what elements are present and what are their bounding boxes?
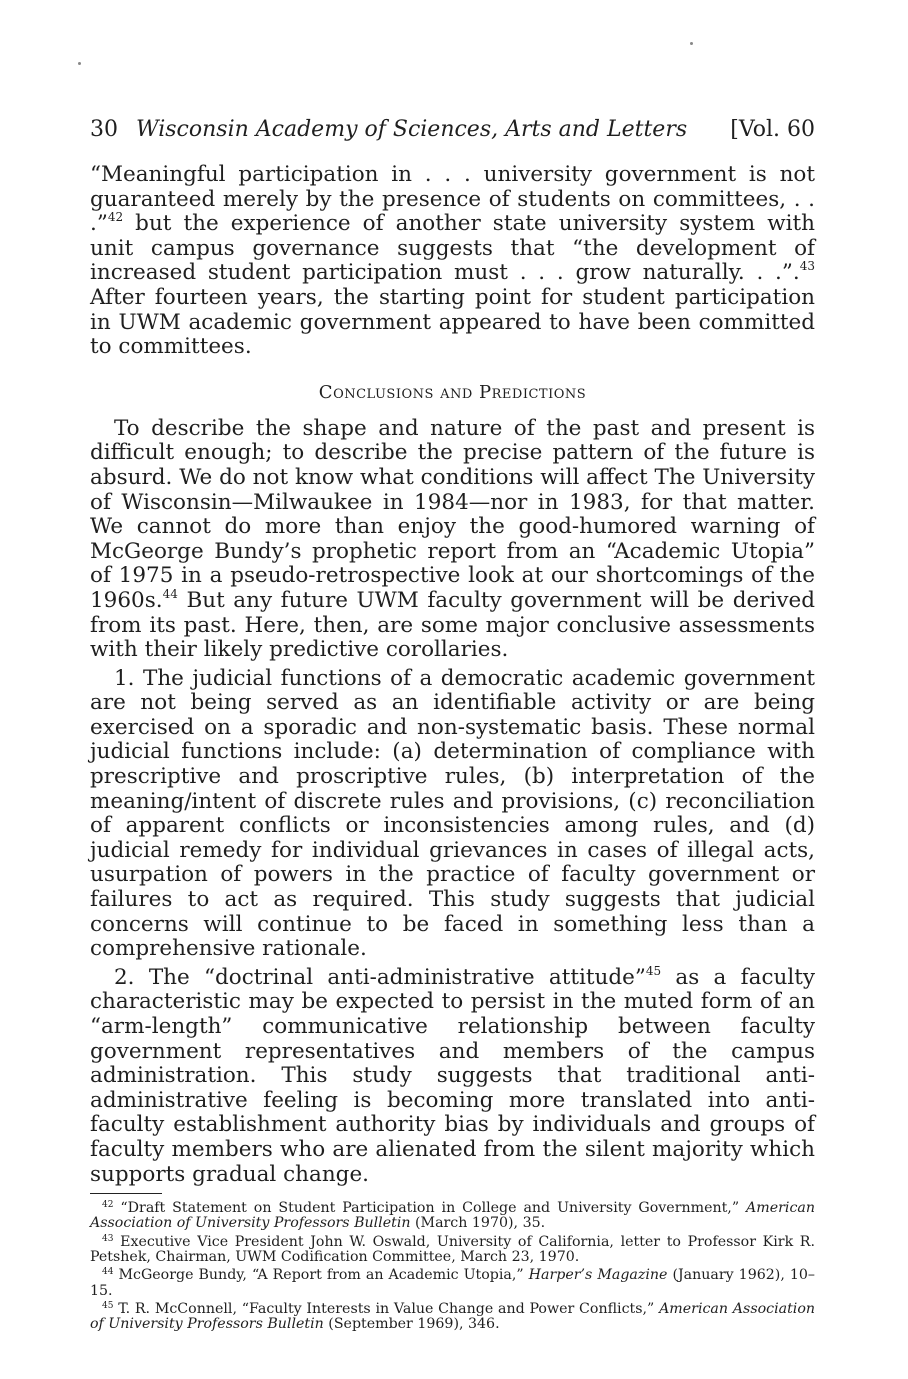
running-head <box>90 115 815 145</box>
scan-speck <box>690 42 693 45</box>
paragraph-intro: To describe the shape and nature of the past and present is difficult enough; to describe the precise pattern of the future is absurd. We do not know what conditions will affect The University of Wisconsin—Milwaukee in 1984—nor in 1983, for that matter. We cannot do more than enjoy the good-humored warning of McGeorge Bundy’s prophetic report from an “Academic Utopia” of 1975 in a pseudo-retrospective look at our shortcomings of the 1960s.$^{44}$ But any future UWM faculty government will be derived from its past. Here, then, are some major conclusive assessments with their likely predictive corollaries. <box>90 415 815 663</box>
footnote-ref: 45 <box>645 963 662 978</box>
paragraph-point-1: 1. The judicial functions of a democratic academic government are not being served as an identifiable activity or are being exercised on a sporadic and non-systematic basis. These normal judicial functions include: (a) determination of compliance with prescriptive and proscriptive rules, (b) interpretation of the meaning/intent of discrete rules and provisions, (c) reconciliation of apparent conflicts or inconsistencies among rules, and (d) judicial remedy for individual grievances in cases of illegal acts, usurpation of powers in the practice of faculty government or failures to act as required. This study suggests that judicial concerns will continue to be faced in something less than a comprehensive rationale. <box>90 665 815 962</box>
footnote-43: $^{43}$ Executive Vice President John W. Oswald, University of California, letter to Professor Kirk R. Petshek, Chairman, UWM Codification Committee, March 23, 1970. <box>90 1233 815 1266</box>
scan-speck <box>78 62 81 65</box>
journal-title: Wisconsin Academy of Sciences, Arts and Letters <box>136 117 688 142</box>
footnote-ref: 43 <box>799 259 815 274</box>
paragraph-point-2: 2. The “doctrinal anti-administrative attitude”$^{45}$ as a faculty characteristic may be expected to persist in the muted form of an “arm-length” communicative relationship between faculty government representatives and members of the campus administration. This study suggests that traditional anti-administrative feeling is becoming more translated into anti-faculty establishment authority bias by individuals and groups of faculty members who are alienated from the silent majority which supports gradual change. <box>90 963 815 1187</box>
section-heading: Conclusions and Predictions <box>318 381 587 403</box>
page-number: 30 <box>90 117 118 142</box>
footnote-ref: 42 <box>107 210 124 225</box>
volume-label: [Vol. 60 <box>730 117 815 142</box>
footnote-42: $^{42}$ “Draft Statement on Student Participation in College and University Government,” American Association of University Professors Bulletin (March 1970), 35. <box>90 1200 815 1232</box>
footnote-ref: 44 <box>162 586 178 601</box>
page <box>90 115 815 1333</box>
paragraph-continued: “Meaningful participation in . . . university government is not guaranteed merely by the presence of students on committees, . . .”$^{42}$ but the experience of another state university system with unit campus governance suggests that “the development of increased student participation must . . . grow naturally. . .”.$^{43}$ After fourteen years, the starting point for student participation in UWM academic government appeared to have been committed to committees. <box>90 162 815 360</box>
footnote-44: $^{44}$ McGeorge Bundy, “A Report from an Academic Utopia,” Harper’s Magazine (January 1962), 10–15. <box>90 1267 815 1299</box>
footnote-45: $^{45}$ T. R. McConnell, “Faculty Interests in Value Change and Power Conflicts,” American Association of University Professors Bulletin (September 1969), 346. <box>90 1300 815 1333</box>
footnote-divider <box>90 1193 162 1194</box>
footnotes <box>90 1193 815 1332</box>
